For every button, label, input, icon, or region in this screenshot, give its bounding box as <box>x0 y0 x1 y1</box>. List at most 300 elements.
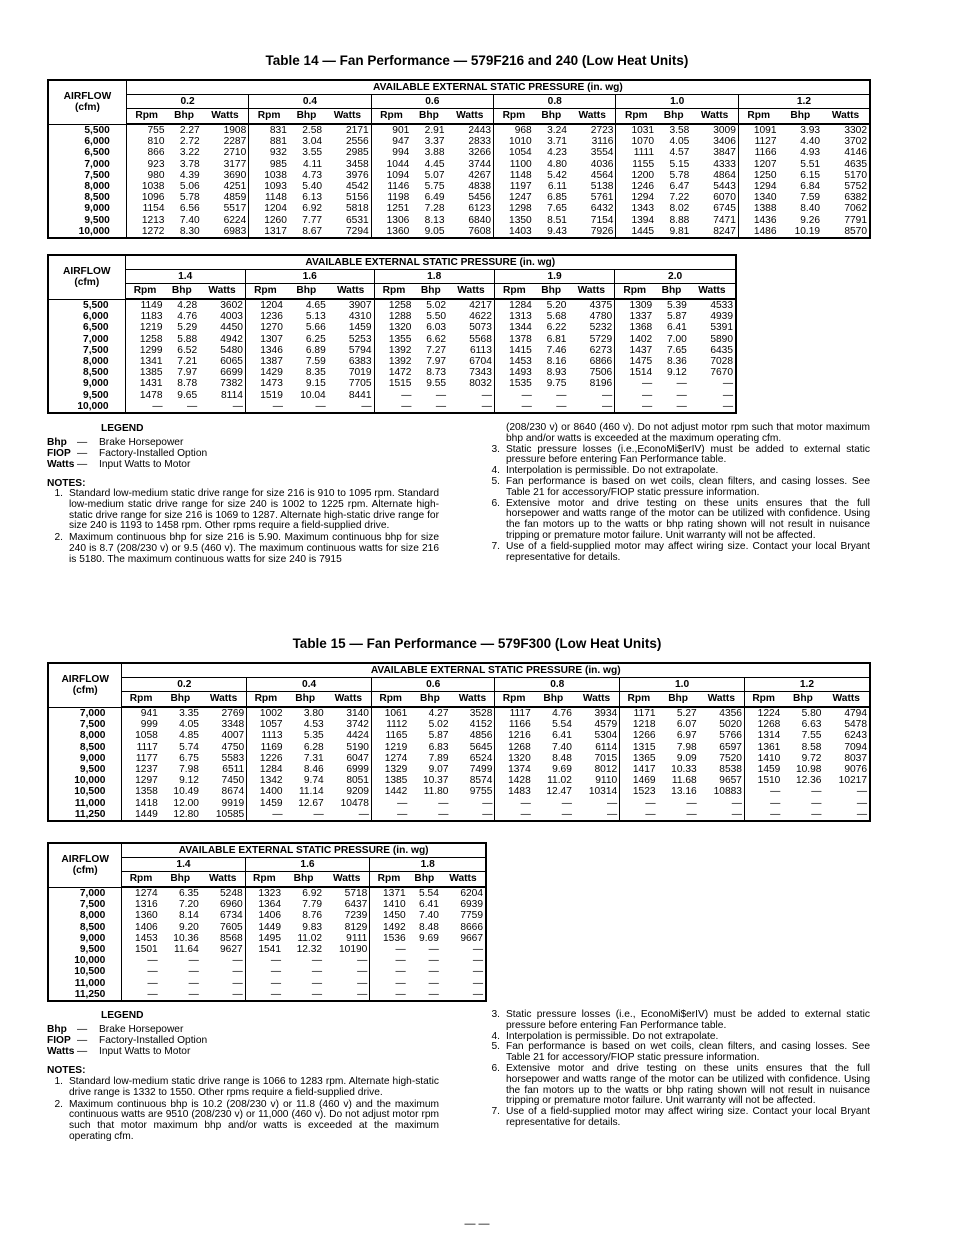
airflow-cell: 10,000 <box>48 226 126 238</box>
table-cell: 4542 <box>345 181 369 193</box>
table-cell: 6.25 <box>305 333 326 345</box>
table-cell: 1061 <box>371 707 409 719</box>
header-row <box>48 663 870 678</box>
table-cell: 9.69 <box>552 764 572 776</box>
table-cell: 1394 <box>616 215 656 226</box>
table-cell: 5.80 <box>801 708 822 719</box>
table-row <box>48 226 870 238</box>
note-text: Extensive motor and drive testing on these units ensures that the full horsepower and watts range of the motor can be utilized with confidence. Using the fan motors up to the watts or bhp rating shown will not result in nuisance tripping or premature motor failure. Unit warranty will not be affected. <box>506 497 870 541</box>
table-cell: — <box>370 944 408 955</box>
table-cell: 1044 <box>371 159 411 170</box>
table-cell: 8032 <box>469 378 492 390</box>
table-cell: 5190 <box>346 741 369 753</box>
table-cell: — <box>374 401 413 413</box>
table-cell: 6866 <box>589 356 613 368</box>
airflow-cell: 11,250 <box>48 809 122 821</box>
table-cell: 9111 <box>346 932 368 944</box>
table-cell: — <box>428 966 439 978</box>
table-cell: 4.27 <box>428 708 449 719</box>
pressure-value: 1.8 <box>374 270 494 284</box>
table-cell: 10.19 <box>794 225 821 237</box>
table-cell: 1091 <box>738 124 778 136</box>
table-cell: 5138 <box>590 181 614 193</box>
table-cell: 8196 <box>589 378 613 390</box>
table-cell: 9.15 <box>305 378 326 390</box>
legend-abbr: FIOP <box>47 448 71 459</box>
legend-abbr: Watts <box>47 1046 75 1057</box>
table-cell: 1218 <box>620 719 658 730</box>
airflow-cell: 6,000 <box>48 311 125 322</box>
table-cell: — <box>676 400 687 412</box>
table-cell: 11.02 <box>547 775 572 787</box>
table-cell: 1270 <box>245 322 284 333</box>
table-cell: 3.24 <box>547 125 567 136</box>
table-cell: 1360 <box>135 910 158 922</box>
table-cell: 2.91 <box>424 125 445 136</box>
table-cell: 1337 <box>615 311 654 322</box>
table-cell: — <box>435 389 447 401</box>
table-cell: 10.49 <box>173 786 199 798</box>
table-cell: 6.85 <box>547 192 567 204</box>
airflow-label: AIRFLOW <box>61 674 109 686</box>
table-cell: 5517 <box>223 203 247 215</box>
table-cell: 9.12 <box>666 367 687 379</box>
table-cell: 1149 <box>140 300 163 311</box>
table-cell: 9.74 <box>303 775 324 787</box>
table-cell: 9.69 <box>419 932 439 944</box>
table-cell: — <box>232 988 243 1000</box>
table-cell: — <box>371 809 409 821</box>
table-cell: 6047 <box>346 752 369 764</box>
legend-row <box>47 1035 447 1046</box>
note-text: Interpolation is permissible. Do not extrapolate. <box>506 465 719 477</box>
airflow-cell: 10,000 <box>48 775 122 786</box>
table-cell: 5.02 <box>426 300 447 311</box>
table-cell: 5890 <box>710 333 733 345</box>
note-text: Maximum continuous bhp is 10.2 (208/230 v) or 11.8 (460 v) and the maximum continuous watts are 9510 (208/230 v) or 11,000 (460 v). Do not adjust motor rpm such that motor maximum bhp and/or watts is exceeded at the maximum operating cfm. <box>69 1098 439 1142</box>
table-cell: 1002 <box>247 707 285 719</box>
table-cell: 9.75 <box>546 378 567 390</box>
pressure-value: 1.2 <box>744 678 870 692</box>
table-cell: 1219 <box>371 742 409 753</box>
table-cell: 1340 <box>738 192 778 203</box>
table-cell: — <box>188 966 199 978</box>
table-cell: 1117 <box>136 741 158 753</box>
column-label: Watts <box>324 872 370 888</box>
table-14-title: Table 14 — Fan Performance — 579F216 and 240 (Low Heat Units) <box>265 53 689 68</box>
table-row <box>48 730 870 741</box>
table-cell: 5583 <box>221 752 245 764</box>
table-cell: 2556 <box>345 136 369 148</box>
table-cell: — <box>722 400 733 412</box>
legend-dash: — <box>77 1035 88 1046</box>
table-cell: 1113 <box>247 730 285 741</box>
table-cell: 1250 <box>738 170 778 181</box>
table-cell: 1093 <box>249 181 289 192</box>
table-cell: 1166 <box>738 147 778 158</box>
table-cell: — <box>370 989 408 1001</box>
column-label: Bhp <box>165 284 200 300</box>
table-cell: 1309 <box>615 299 654 311</box>
table-cell: 994 <box>371 147 411 158</box>
legend-text: Input Watts to Motor <box>99 459 191 470</box>
table-cell: 7094 <box>844 741 867 753</box>
column-label: Bhp <box>782 692 823 708</box>
airflow-unit: (cfm) <box>74 102 100 114</box>
note-number: 1. <box>54 1076 63 1087</box>
table-row <box>48 322 736 333</box>
table-cell: 6999 <box>346 764 369 776</box>
table-cell: 6.89 <box>305 344 326 356</box>
table-cell: 4.65 <box>305 300 326 311</box>
table-cell: 1198 <box>371 192 411 203</box>
table-cell: 1385 <box>139 367 163 379</box>
table-cell: 5.88 <box>177 333 198 345</box>
table-cell: 5020 <box>719 719 742 731</box>
table-cell: 5.54 <box>552 719 572 731</box>
table-cell: 10.98 <box>795 764 822 776</box>
table-cell: 5729 <box>589 333 613 345</box>
table-cell: 4.05 <box>669 136 690 148</box>
table-cell: — <box>232 977 243 989</box>
table-cell: 6.81 <box>546 333 567 345</box>
table-cell: 8570 <box>844 225 867 237</box>
table-cell: 8.13 <box>424 214 445 226</box>
table-cell: — <box>311 988 323 1000</box>
table-cell: 1314 <box>744 730 782 741</box>
table-cell: 5.54 <box>419 888 439 899</box>
table-cell: 7499 <box>469 764 493 776</box>
table-cell: 1415 <box>494 345 533 356</box>
table-cell: 8.78 <box>177 378 198 390</box>
table-cell: 8.58 <box>801 741 822 753</box>
airflow-header <box>48 843 122 887</box>
table-cell: 3907 <box>348 300 372 311</box>
table-cell: 6699 <box>220 367 243 379</box>
table-cell: 5.42 <box>547 169 567 181</box>
table-cell: 1197 <box>494 181 534 192</box>
table-cell: 1148 <box>249 192 289 203</box>
pressure-value: 0.6 <box>371 95 493 109</box>
note-number: 4. <box>491 1030 500 1042</box>
airflow-cell: 9,500 <box>48 764 122 775</box>
table-cell: 2.58 <box>302 125 323 136</box>
table-cell: — <box>494 390 533 401</box>
table-cell: 1350 <box>494 215 534 226</box>
table-cell: 7.00 <box>666 333 687 345</box>
table-15-legend <box>47 1010 447 1076</box>
table-cell: 6382 <box>844 192 867 204</box>
table-cell: 6383 <box>348 356 372 368</box>
table-cell: 4622 <box>469 311 492 323</box>
note-number: 6. <box>491 497 500 509</box>
table-cell: — <box>602 400 613 412</box>
table-cell: 9.55 <box>426 378 447 390</box>
table-cell: 755 <box>147 125 165 136</box>
table-row <box>48 899 486 910</box>
table-cell: 7605 <box>219 921 243 933</box>
airflow-cell: 7,000 <box>48 334 125 345</box>
table-cell: 1315 <box>620 742 658 753</box>
table-cell: 5443 <box>713 181 736 193</box>
pressure-value: 0.4 <box>247 678 372 692</box>
table-cell: — <box>357 955 368 967</box>
column-label: Rpm <box>370 872 408 888</box>
table-cell: 6531 <box>345 214 369 226</box>
table-cell: 4838 <box>468 181 492 193</box>
table-cell: 1417 <box>620 764 658 775</box>
airflow-cell: 11,000 <box>48 978 122 989</box>
note-number: 5. <box>491 475 500 487</box>
table-cell: 7.22 <box>669 192 690 204</box>
table-cell: 9.65 <box>177 389 198 401</box>
airflow-cell: 8,000 <box>48 181 126 192</box>
table-cell: 5.74 <box>179 741 199 753</box>
table-row <box>48 989 486 1001</box>
table-cell: 9.20 <box>178 921 199 933</box>
table-cell: 6704 <box>469 356 492 368</box>
table-cell: 4036 <box>590 158 614 170</box>
table-cell: — <box>676 378 687 390</box>
table-cell: 1908 <box>223 125 247 136</box>
airflow-header <box>48 663 122 707</box>
table-cell: 5.40 <box>302 181 323 193</box>
table-cell: 3.93 <box>800 125 821 136</box>
table-cell: 6.15 <box>800 169 821 181</box>
table-cell: — <box>232 966 243 978</box>
table-cell: 1406 <box>135 921 158 933</box>
table-cell: 10190 <box>338 944 368 956</box>
table-cell: — <box>744 798 782 809</box>
legend-row <box>47 448 447 459</box>
table-cell: 7.65 <box>547 203 567 215</box>
table-cell: 9.26 <box>800 214 821 226</box>
table-cell: 5.06 <box>179 181 200 193</box>
table-cell: 2443 <box>468 125 492 136</box>
table-cell: 3744 <box>468 158 492 170</box>
column-label: Rpm <box>371 109 411 125</box>
airflow-cell: 7,000 <box>48 887 122 899</box>
table-14-panel-b <box>47 254 737 414</box>
table-cell: 4.85 <box>179 730 199 742</box>
table-cell: 1096 <box>141 192 165 204</box>
table-cell: 5.35 <box>303 730 324 742</box>
note-item <box>484 1042 870 1064</box>
table-cell: 10.37 <box>422 775 449 787</box>
table-cell: 1177 <box>135 752 158 764</box>
table-row <box>48 742 870 753</box>
table-cell: — <box>245 955 283 966</box>
table-cell: — <box>428 955 439 967</box>
table-cell: 866 <box>147 147 165 159</box>
table-cell: 1031 <box>616 124 656 136</box>
table-cell: 3.58 <box>669 125 690 136</box>
notes-title: NOTES: <box>47 478 86 489</box>
column-label: Watts <box>568 284 614 300</box>
table-cell: 3847 <box>713 147 736 159</box>
table-cell: — <box>188 955 199 967</box>
table-cell: 5.20 <box>546 300 567 311</box>
table-cell: 9.05 <box>424 225 445 237</box>
table-cell: 4.45 <box>424 158 445 170</box>
airflow-unit: (cfm) <box>74 277 100 289</box>
table-cell: 1449 <box>135 808 158 820</box>
table-cell: 8666 <box>460 921 483 933</box>
table-cell: — <box>472 977 483 989</box>
table-cell: 6.22 <box>546 322 567 334</box>
column-label: Bhp <box>656 109 691 125</box>
table-cell: 1358 <box>135 786 158 798</box>
column-label-row <box>48 692 870 708</box>
table-cell: 7.27 <box>426 344 447 356</box>
table-cell: — <box>556 400 567 412</box>
table-cell: 1127 <box>738 136 778 147</box>
pressure-value: 1.2 <box>738 95 870 109</box>
table-cell: 5480 <box>220 344 243 356</box>
table-cell: 4310 <box>348 311 372 323</box>
table-cell: 8.88 <box>669 214 690 226</box>
table-cell: — <box>245 401 284 413</box>
table-cell: 9.81 <box>669 225 690 237</box>
table-cell: 7450 <box>221 775 245 787</box>
table-cell: — <box>744 786 782 797</box>
table-cell: 8037 <box>844 752 867 764</box>
column-label: Watts <box>569 109 616 125</box>
table-row <box>48 978 486 989</box>
table-cell: 1258 <box>139 333 163 345</box>
table-cell: 6960 <box>219 899 243 911</box>
table-cell: 3602 <box>220 300 243 311</box>
airflow-unit: (cfm) <box>72 865 98 877</box>
pressure-value: 0.8 <box>495 678 620 692</box>
table-cell: 1094 <box>371 170 411 181</box>
table-cell: — <box>602 389 613 401</box>
pressure-value: 0.4 <box>249 95 371 109</box>
table-cell: 1155 <box>616 159 656 170</box>
table-cell: 7791 <box>844 214 867 226</box>
note-text: Use of a field-supplied motor may affect wiring size. Contact your local Bryant representative for details. <box>506 1106 870 1128</box>
table-cell: 7294 <box>345 225 369 237</box>
table-cell: — <box>606 797 618 809</box>
table-cell: 6123 <box>468 203 492 215</box>
airflow-cell: 5,500 <box>48 299 125 311</box>
table-14-notes-left <box>47 489 439 566</box>
pressure-value: 1.8 <box>370 858 486 872</box>
table-cell: 2769 <box>221 708 245 719</box>
table-cell: 1317 <box>249 226 289 238</box>
table-cell: 7019 <box>348 367 372 379</box>
airflow-cell: 11,250 <box>48 989 122 1001</box>
table-cell: 6437 <box>344 899 368 911</box>
table-row <box>48 215 870 226</box>
table-cell: 1459 <box>348 322 372 334</box>
table-cell: 8441 <box>348 389 372 401</box>
table-cell: 3406 <box>713 136 736 148</box>
table-cell: 5.29 <box>177 322 198 334</box>
table-row <box>48 378 736 389</box>
table-cell: 4146 <box>844 147 867 159</box>
table-cell: 1453 <box>135 932 158 944</box>
table-cell: 1410 <box>744 753 782 764</box>
table-cell: 1258 <box>374 299 413 311</box>
table-cell: 5170 <box>844 169 867 181</box>
table-cell: — <box>428 988 439 1000</box>
table-cell: 1378 <box>494 334 533 345</box>
table-cell: 1385 <box>371 775 409 786</box>
airflow-unit: (cfm) <box>72 685 98 697</box>
table-cell: 5.78 <box>179 192 200 204</box>
table-cell: 1431 <box>139 378 163 390</box>
table-cell: 6114 <box>595 741 618 753</box>
column-label: Rpm <box>125 284 164 300</box>
airflow-cell: 10,000 <box>48 955 122 966</box>
column-label: Bhp <box>408 872 441 888</box>
table-cell: 12.80 <box>173 808 199 820</box>
table-cell: 8.30 <box>179 225 200 237</box>
table-cell: 8.14 <box>178 910 199 922</box>
table-row <box>48 944 486 955</box>
table-cell: 2833 <box>468 136 492 148</box>
table-cell: — <box>856 797 867 809</box>
airflow-cell: 6,000 <box>48 136 126 147</box>
column-label: Watts <box>324 109 371 125</box>
table-cell: 1169 <box>247 742 285 753</box>
table-cell: 1246 <box>616 181 656 192</box>
note-text: Static pressure losses (i.e.,EconoMi$erIV) must be added to external static pressure before entering Fan Performance table. <box>506 443 870 466</box>
column-label: Watts <box>441 872 486 888</box>
table-cell: 5304 <box>594 730 618 742</box>
table-cell: 8.36 <box>666 356 687 368</box>
table-cell: 5.13 <box>305 311 326 323</box>
table-cell: 9.09 <box>676 752 697 764</box>
table-cell: 6.84 <box>800 181 821 193</box>
legend-abbr: Watts <box>47 459 75 470</box>
table-cell: 4375 <box>589 300 613 311</box>
table-cell: 6224 <box>223 214 247 226</box>
table-row <box>48 910 486 921</box>
column-label: Watts <box>823 692 870 708</box>
table-cell: 5.07 <box>424 169 445 181</box>
table-cell: — <box>374 390 413 401</box>
table-row <box>48 299 736 311</box>
column-label: Rpm <box>122 872 160 888</box>
table-cell: 1459 <box>247 798 285 809</box>
legend-text: Brake Horsepower <box>99 1024 184 1035</box>
table-cell: 1541 <box>245 944 283 955</box>
table-cell: 1392 <box>374 356 413 367</box>
table-cell: — <box>561 797 572 809</box>
table-cell: 4356 <box>719 708 742 719</box>
note-item <box>484 1107 870 1129</box>
table-cell: 1288 <box>374 311 413 322</box>
table-cell: 1514 <box>615 367 654 378</box>
table-cell: 2985 <box>345 147 369 159</box>
table-row <box>48 922 486 933</box>
table-cell: 1442 <box>371 786 409 797</box>
table-cell: 3458 <box>345 158 369 170</box>
table-cell: 12.00 <box>173 797 199 809</box>
table-cell: — <box>371 798 409 809</box>
table-cell: 4267 <box>468 169 492 181</box>
column-label: Bhp <box>413 284 448 300</box>
note-number: 4. <box>491 465 500 477</box>
table-cell: 3.55 <box>302 147 323 159</box>
table-cell: 9.72 <box>801 752 822 764</box>
table-cell: 6.75 <box>179 752 199 764</box>
table-cell: 5568 <box>469 333 492 345</box>
table-cell: 1260 <box>249 215 289 226</box>
table-cell: — <box>370 978 408 989</box>
